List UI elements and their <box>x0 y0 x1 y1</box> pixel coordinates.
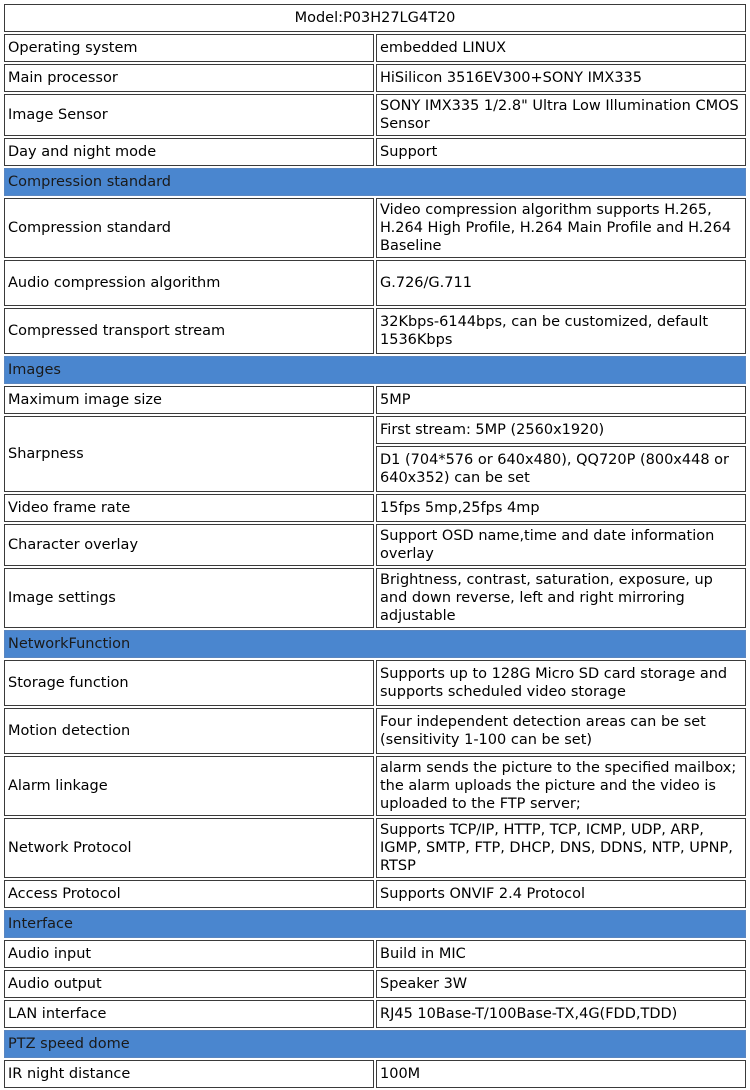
table-row <box>4 970 746 998</box>
spec-label: Character overlay <box>4 524 374 566</box>
table-row <box>4 198 746 258</box>
spec-value: Supports ONVIF 2.4 Protocol <box>376 880 746 908</box>
spec-value: RJ45 10Base-T/100Base-TX,4G(FDD,TDD) <box>376 1000 746 1028</box>
table-row <box>4 708 746 754</box>
spec-label: Operating system <box>4 34 374 62</box>
spec-label: Compressed transport stream <box>4 308 374 354</box>
section-header-ptz <box>4 1030 746 1058</box>
spec-label: Compression standard <box>4 198 374 258</box>
section-header-images <box>4 356 746 384</box>
table-row <box>4 660 746 706</box>
spec-value: Support <box>376 138 746 166</box>
section-header-compression <box>4 168 746 196</box>
table-row <box>4 64 746 92</box>
table-row <box>4 494 746 522</box>
spec-value: 15fps 5mp,25fps 4mp <box>376 494 746 522</box>
spec-value: Speaker 3W <box>376 970 746 998</box>
section-title: NetworkFunction <box>4 630 746 658</box>
table-row <box>4 416 746 444</box>
spec-label: Motion detection <box>4 708 374 754</box>
spec-value: Brightness, contrast, saturation, exposure, up and down reverse, left and right mirroring adjustable <box>376 568 746 628</box>
table-row <box>4 818 746 878</box>
spec-sheet <box>2 2 748 1090</box>
model-title: Model:P03H27LG4T20 <box>4 4 746 32</box>
spec-value: embedded LINUX <box>376 34 746 62</box>
spec-label: Audio input <box>4 940 374 968</box>
table-row <box>4 568 746 628</box>
section-header-network <box>4 630 746 658</box>
spec-value: 5MP <box>376 386 746 414</box>
section-title: Interface <box>4 910 746 938</box>
spec-value: 100M <box>376 1060 746 1088</box>
table-row <box>4 524 746 566</box>
spec-value: Video compression algorithm supports H.265, H.264 High Profile, H.264 Main Profile and H.264 Baseline <box>376 198 746 258</box>
table-row <box>4 1060 746 1088</box>
spec-value: HiSilicon 3516EV300+SONY IMX335 <box>376 64 746 92</box>
table-row <box>4 940 746 968</box>
spec-label: Day and night mode <box>4 138 374 166</box>
spec-value: Support OSD name,time and date information overlay <box>376 524 746 566</box>
spec-label: Video frame rate <box>4 494 374 522</box>
table-row <box>4 308 746 354</box>
section-header-interface <box>4 910 746 938</box>
table-row <box>4 94 746 136</box>
spec-value: SONY IMX335 1/2.8" Ultra Low Illumination CMOS Sensor <box>376 94 746 136</box>
table-row <box>4 386 746 414</box>
spec-label: Audio output <box>4 970 374 998</box>
spec-label: IR night distance <box>4 1060 374 1088</box>
spec-label: Sharpness <box>4 416 374 492</box>
spec-label: Access Protocol <box>4 880 374 908</box>
spec-value: 32Kbps-6144bps, can be customized, default 1536Kbps <box>376 308 746 354</box>
spec-table <box>2 2 748 1090</box>
spec-label: Maximum image size <box>4 386 374 414</box>
spec-value: alarm sends the picture to the specified mailbox; the alarm uploads the picture and the video is uploaded to the FTP server; <box>376 756 746 816</box>
table-row <box>4 756 746 816</box>
section-title: Compression standard <box>4 168 746 196</box>
title-row <box>4 4 746 32</box>
spec-value: First stream: 5MP (2560x1920) <box>376 416 746 444</box>
spec-label: Alarm linkage <box>4 756 374 816</box>
section-title: PTZ speed dome <box>4 1030 746 1058</box>
section-title: Images <box>4 356 746 384</box>
spec-label: Network Protocol <box>4 818 374 878</box>
spec-label: Storage function <box>4 660 374 706</box>
spec-label: Main processor <box>4 64 374 92</box>
spec-value: Supports TCP/IP, HTTP, TCP, ICMP, UDP, ARP, IGMP, SMTP, FTP, DHCP, DNS, DDNS, NTP, UPNP, RTSP <box>376 818 746 878</box>
spec-label: Audio compression algorithm <box>4 260 374 306</box>
spec-value: Supports up to 128G Micro SD card storage and supports scheduled video storage <box>376 660 746 706</box>
spec-label: Image settings <box>4 568 374 628</box>
spec-value: D1 (704*576 or 640x480), QQ720P (800x448 or 640x352) can be set <box>376 446 746 492</box>
spec-value: Four independent detection areas can be set (sensitivity 1-100 can be set) <box>376 708 746 754</box>
table-row <box>4 34 746 62</box>
table-row <box>4 880 746 908</box>
table-row <box>4 1000 746 1028</box>
table-row <box>4 260 746 306</box>
table-row <box>4 138 746 166</box>
spec-label: LAN interface <box>4 1000 374 1028</box>
spec-label: Image Sensor <box>4 94 374 136</box>
spec-value: Build in MIC <box>376 940 746 968</box>
spec-value: G.726/G.711 <box>376 260 746 306</box>
